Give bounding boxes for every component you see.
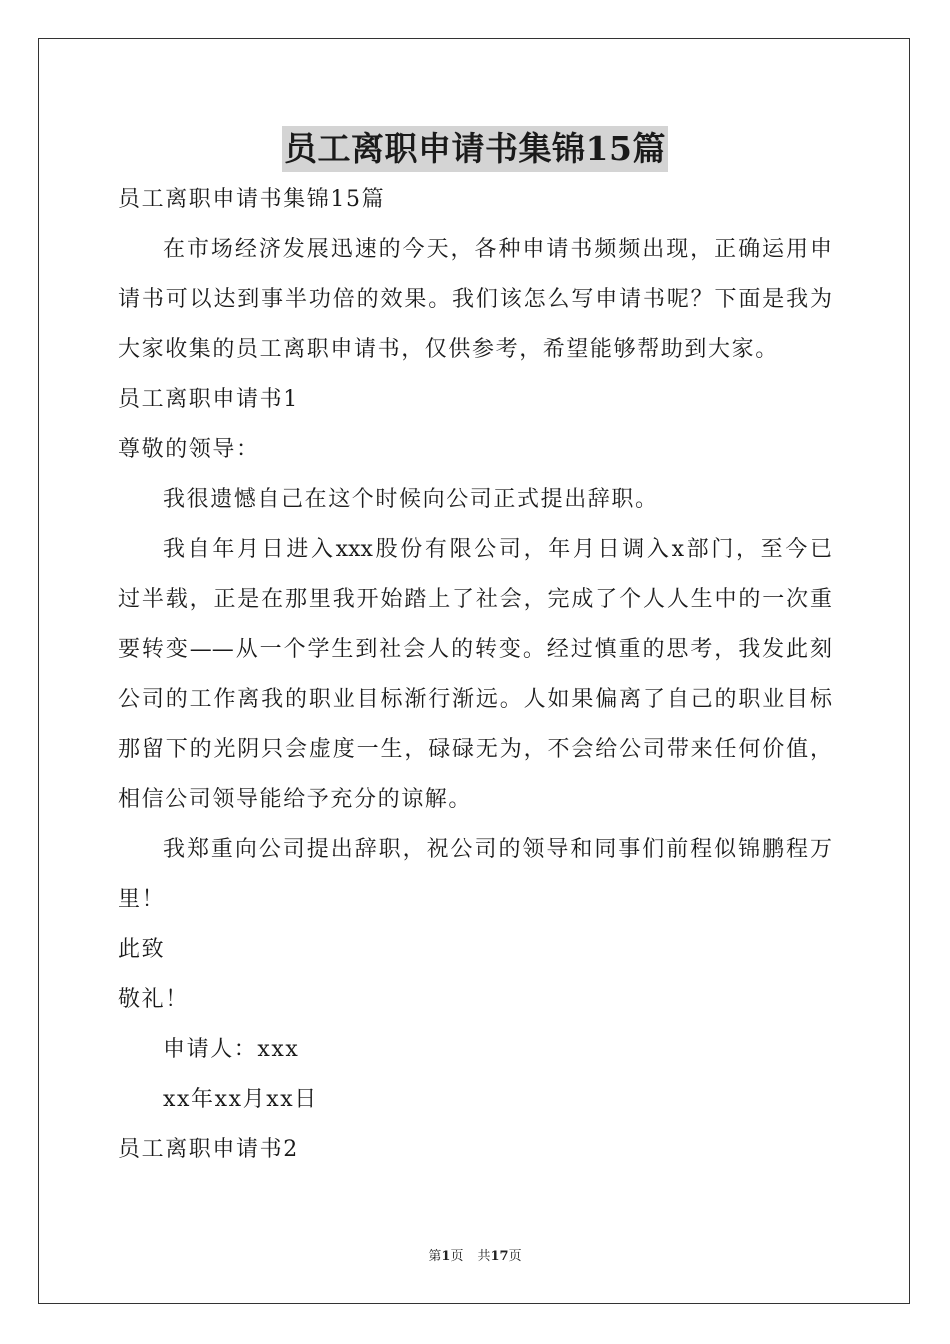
applicant-signature: 申请人：xxx [163,1037,300,1062]
section-heading-2: 员工离职申请书2 [118,1137,299,1162]
body-paragraph-2-line-4: 公司的工作离我的职业目标渐行渐远。人如果偏离了自己的职业目标 [118,687,832,712]
page-prefix: 第 [428,1249,442,1264]
total-prefix: 共 [477,1249,491,1264]
intro-paragraph-line-3: 大家收集的员工离职申请书，仅供参考，希望能够帮助到大家。 [118,337,779,362]
body-paragraph-2-line-1: 我自年月日进入xxx股份有限公司，年月日调入x部门，至今已 [163,537,832,562]
intro-paragraph-line-2: 请书可以达到事半功倍的效果。我们该怎么写申请书呢？下面是我为 [118,287,832,312]
signature-date: xx年xx月xx日 [163,1087,318,1112]
salutation: 尊敬的领导： [118,437,260,462]
body-paragraph-2-line-6: 相信公司领导能给予充分的谅解。 [118,787,473,812]
body-paragraph-2-line-2: 过半载，正是在那里我开始踏上了社会，完成了个人人生中的一次重 [118,587,832,612]
total-unit: 页 [508,1249,522,1264]
body-paragraph-2-line-3: 要转变——从一个学生到社会人的转变。经过慎重的思考，我发此刻 [118,637,832,662]
body-paragraph-2-line-5: 那留下的光阴只会虚度一生，碌碌无为，不会给公司带来任何价值， [118,737,832,762]
page-unit: 页 [450,1249,464,1264]
title-container [0,126,950,172]
page-number: 1 [441,1249,451,1264]
page-footer [0,1248,950,1266]
body-paragraph-3-line-2: 里！ [118,887,166,912]
closing-line-1: 此致 [118,937,166,962]
body-paragraph-3-line-1: 我郑重向公司提出辞职，祝公司的领导和同事们前程似锦鹏程万 [163,837,832,862]
total-pages: 17 [490,1249,509,1264]
intro-paragraph-line-1: 在市场经济发展迅速的今天，各种申请书频频出现，正确运用申 [163,237,832,262]
document-title: 员工离职申请书集锦15篇 [282,126,668,172]
section-heading-1: 员工离职申请书1 [118,387,299,412]
subtitle-line: 员工离职申请书集锦15篇 [118,187,386,212]
body-paragraph-1: 我很遗憾自己在这个时候向公司正式提出辞职。 [163,487,659,512]
closing-line-2: 敬礼！ [118,987,189,1012]
